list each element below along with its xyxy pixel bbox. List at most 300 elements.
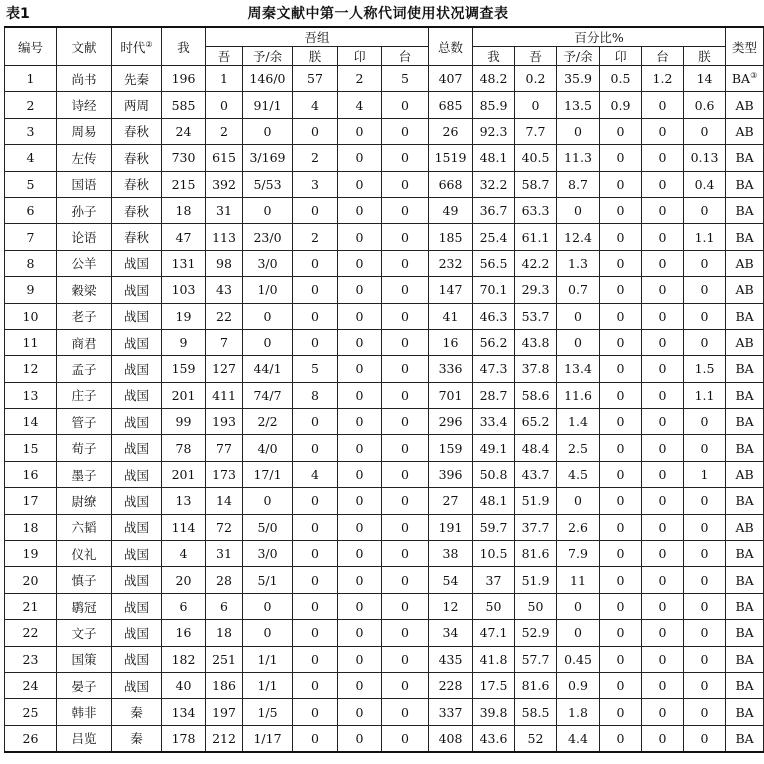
cell-pct-yi: 0 (642, 382, 684, 408)
cell-doc: 管子 (57, 409, 112, 435)
cell-num: 3 (5, 118, 57, 144)
cell-wu: 77 (206, 435, 243, 461)
cell-ang: 0 (338, 725, 382, 752)
cell-type-label: BA (735, 229, 754, 245)
cell-num: 22 (5, 620, 57, 646)
cell-pct-yu: 0 (557, 303, 600, 329)
cell-pct-yi: 1.2 (642, 66, 684, 92)
cell-zhen: 8 (293, 382, 338, 408)
table-row (5, 409, 764, 435)
cell-num: 14 (5, 409, 57, 435)
cell-num: 19 (5, 541, 57, 567)
table-row (5, 197, 764, 223)
cell-type-label: BA (735, 203, 754, 219)
cell-pct-ang: 0 (600, 488, 642, 514)
cell-era: 战国 (112, 567, 162, 593)
cell-wu: 173 (206, 461, 243, 487)
cell-era: 秦 (112, 699, 162, 725)
cell-type-label: AB (735, 255, 754, 271)
cell-wu: 113 (206, 224, 243, 250)
cell-zhen: 0 (293, 541, 338, 567)
cell-pct-yi: 0 (642, 620, 684, 646)
cell-ang: 0 (338, 699, 382, 725)
cell-yu: 0 (243, 620, 293, 646)
cell-num: 20 (5, 567, 57, 593)
cell-pct-wo: 48.1 (473, 145, 515, 171)
cell-ang: 0 (338, 197, 382, 223)
cell-pct-yi: 0 (642, 303, 684, 329)
table-row (5, 672, 764, 698)
cell-pct-yu: 13.5 (557, 92, 600, 118)
cell-pct-wo: 50 (473, 593, 515, 619)
cell-pct-zhen: 0 (684, 699, 726, 725)
cell-zhen: 0 (293, 593, 338, 619)
cell-type (726, 66, 764, 92)
cell-pct-zhen: 0 (684, 488, 726, 514)
cell-pct-ang: 0 (600, 409, 642, 435)
cell-wu: 6 (206, 593, 243, 619)
cell-pct-yi: 0 (642, 409, 684, 435)
cell-pct-zhen: 0 (684, 620, 726, 646)
cell-wo: 20 (162, 567, 206, 593)
cell-type-label: BA (735, 730, 754, 746)
cell-ang: 0 (338, 277, 382, 303)
cell-pct-zhen: 1.1 (684, 382, 726, 408)
header-era-note: ② (145, 39, 153, 49)
cell-pct-ang: 0 (600, 197, 642, 223)
cell-ang: 0 (338, 118, 382, 144)
cell-wu: 212 (206, 725, 243, 752)
cell-wo: 18 (162, 197, 206, 223)
cell-num: 13 (5, 382, 57, 408)
header-yu: 予/余 (243, 47, 293, 66)
cell-pct-wu: 81.6 (515, 672, 557, 698)
cell-pct-wu: 0.2 (515, 66, 557, 92)
cell-yi: 0 (382, 118, 429, 144)
cell-zhen: 0 (293, 567, 338, 593)
cell-pct-wu: 63.3 (515, 197, 557, 223)
cell-doc: 鹖冠 (57, 593, 112, 619)
cell-doc: 商君 (57, 329, 112, 355)
cell-wu: 2 (206, 118, 243, 144)
cell-pct-zhen: 0 (684, 409, 726, 435)
cell-type (726, 409, 764, 435)
table-row (5, 145, 764, 171)
cell-zhen: 2 (293, 224, 338, 250)
cell-doc: 论语 (57, 224, 112, 250)
cell-type (726, 567, 764, 593)
cell-pct-zhen: 0 (684, 329, 726, 355)
cell-yi: 0 (382, 620, 429, 646)
cell-doc: 孙子 (57, 197, 112, 223)
cell-type (726, 303, 764, 329)
cell-zhen: 0 (293, 699, 338, 725)
cell-pct-zhen: 0 (684, 435, 726, 461)
cell-wu: 98 (206, 250, 243, 276)
cell-doc: 吕览 (57, 725, 112, 752)
cell-pct-zhen: 14 (684, 66, 726, 92)
cell-yi: 5 (382, 66, 429, 92)
cell-pct-zhen: 0 (684, 541, 726, 567)
cell-wo: 4 (162, 541, 206, 567)
cell-yi: 0 (382, 329, 429, 355)
cell-pct-ang: 0 (600, 356, 642, 382)
cell-pct-wo: 25.4 (473, 224, 515, 250)
cell-ang: 0 (338, 620, 382, 646)
cell-wo: 16 (162, 620, 206, 646)
cell-pct-wo: 10.5 (473, 541, 515, 567)
cell-wu: 186 (206, 672, 243, 698)
cell-wo: 9 (162, 329, 206, 355)
cell-pct-wu: 52 (515, 725, 557, 752)
cell-type-label: BA (735, 414, 754, 430)
table-row (5, 224, 764, 250)
cell-pct-yu: 11.6 (557, 382, 600, 408)
cell-type-label: BA (731, 71, 751, 87)
cell-pct-ang: 0 (600, 461, 642, 487)
cell-pct-yu: 13.4 (557, 356, 600, 382)
table-row (5, 567, 764, 593)
cell-num: 18 (5, 514, 57, 540)
header-pct-wo: 我 (473, 47, 515, 66)
cell-doc: 韩非 (57, 699, 112, 725)
table-caption (6, 3, 750, 23)
cell-type-label: BA (735, 572, 754, 588)
cell-type (726, 541, 764, 567)
cell-yu: 0 (243, 329, 293, 355)
table-row (5, 593, 764, 619)
cell-type-label: BA (735, 678, 754, 694)
cell-wu: 28 (206, 567, 243, 593)
cell-pct-ang: 0 (600, 145, 642, 171)
cell-yu: 4/0 (243, 435, 293, 461)
cell-num: 11 (5, 329, 57, 355)
cell-yu: 0 (243, 118, 293, 144)
cell-ang: 0 (338, 250, 382, 276)
cell-era: 战国 (112, 620, 162, 646)
cell-era: 战国 (112, 303, 162, 329)
cell-type-label: BA (735, 387, 754, 403)
header-pct-yu: 予/余 (557, 47, 600, 66)
cell-pct-zhen: 0 (684, 725, 726, 752)
cell-type (726, 92, 764, 118)
cell-ang: 0 (338, 356, 382, 382)
cell-doc: 国语 (57, 171, 112, 197)
cell-type-label: BA (735, 440, 754, 456)
cell-num: 15 (5, 435, 57, 461)
cell-doc: 穀梁 (57, 277, 112, 303)
cell-wu: 43 (206, 277, 243, 303)
cell-pct-ang: 0 (600, 171, 642, 197)
cell-ang: 0 (338, 409, 382, 435)
header-total: 总数 (429, 27, 473, 66)
cell-yu: 5/1 (243, 567, 293, 593)
cell-pct-wu: 61.1 (515, 224, 557, 250)
cell-type (726, 620, 764, 646)
cell-total: 228 (429, 672, 473, 698)
cell-ang: 4 (338, 92, 382, 118)
cell-wu: 31 (206, 197, 243, 223)
cell-wu: 251 (206, 646, 243, 672)
cell-era: 战国 (112, 409, 162, 435)
cell-total: 41 (429, 303, 473, 329)
table-row (5, 435, 764, 461)
cell-pct-yi: 0 (642, 118, 684, 144)
cell-yi: 0 (382, 250, 429, 276)
cell-type (726, 593, 764, 619)
cell-type (726, 435, 764, 461)
cell-pct-wo: 46.3 (473, 303, 515, 329)
cell-pct-zhen: 0.6 (684, 92, 726, 118)
cell-yi: 0 (382, 567, 429, 593)
cell-total: 435 (429, 646, 473, 672)
cell-pct-ang: 0 (600, 725, 642, 752)
cell-type (726, 356, 764, 382)
cell-wu: 72 (206, 514, 243, 540)
cell-pct-zhen: 0 (684, 514, 726, 540)
cell-type-label: AB (735, 519, 754, 535)
cell-pct-zhen: 0 (684, 646, 726, 672)
cell-zhen: 0 (293, 118, 338, 144)
cell-yi: 0 (382, 514, 429, 540)
cell-yi: 0 (382, 488, 429, 514)
cell-pct-yu: 0.45 (557, 646, 600, 672)
cell-pct-yi: 0 (642, 646, 684, 672)
cell-total: 185 (429, 224, 473, 250)
cell-zhen: 0 (293, 277, 338, 303)
cell-type (726, 514, 764, 540)
cell-wo: 131 (162, 250, 206, 276)
cell-pct-wu: 81.6 (515, 541, 557, 567)
header-doc: 文献 (57, 27, 112, 66)
table-row (5, 514, 764, 540)
cell-pct-yu: 8.7 (557, 171, 600, 197)
cell-yu: 44/1 (243, 356, 293, 382)
cell-wu: 14 (206, 488, 243, 514)
pronoun-table (4, 26, 764, 753)
cell-type (726, 725, 764, 752)
cell-era: 两周 (112, 92, 162, 118)
cell-ang: 0 (338, 145, 382, 171)
cell-wu: 22 (206, 303, 243, 329)
cell-pct-zhen: 0.4 (684, 171, 726, 197)
cell-ang: 0 (338, 567, 382, 593)
cell-doc: 老子 (57, 303, 112, 329)
cell-pct-wu: 51.9 (515, 488, 557, 514)
cell-yu: 1/0 (243, 277, 293, 303)
table-row (5, 171, 764, 197)
cell-yu: 0 (243, 303, 293, 329)
cell-era: 春秋 (112, 197, 162, 223)
cell-pct-zhen: 0 (684, 118, 726, 144)
cell-era: 春秋 (112, 118, 162, 144)
cell-pct-wu: 37.8 (515, 356, 557, 382)
cell-yu: 17/1 (243, 461, 293, 487)
cell-wu: 127 (206, 356, 243, 382)
cell-type-label: BA (735, 546, 754, 562)
cell-yu: 146/0 (243, 66, 293, 92)
cell-pct-yu: 12.4 (557, 224, 600, 250)
cell-type (726, 118, 764, 144)
cell-num: 25 (5, 699, 57, 725)
cell-yi: 0 (382, 699, 429, 725)
cell-wo: 201 (162, 382, 206, 408)
cell-pct-wu: 7.7 (515, 118, 557, 144)
cell-num: 24 (5, 672, 57, 698)
table-row (5, 303, 764, 329)
cell-type (726, 145, 764, 171)
cell-yu: 1/17 (243, 725, 293, 752)
cell-pct-yi: 0 (642, 277, 684, 303)
cell-pct-zhen: 0 (684, 197, 726, 223)
cell-doc: 荀子 (57, 435, 112, 461)
cell-ang: 0 (338, 303, 382, 329)
cell-pct-wu: 43.8 (515, 329, 557, 355)
cell-doc: 周易 (57, 118, 112, 144)
cell-era: 战国 (112, 382, 162, 408)
cell-pct-yi: 0 (642, 356, 684, 382)
cell-type-label: BA (735, 361, 754, 377)
cell-pct-wu: 58.6 (515, 382, 557, 408)
cell-doc: 文子 (57, 620, 112, 646)
cell-pct-yu: 7.9 (557, 541, 600, 567)
cell-doc: 公羊 (57, 250, 112, 276)
cell-ang: 0 (338, 541, 382, 567)
table-row (5, 118, 764, 144)
cell-pct-ang: 0 (600, 277, 642, 303)
cell-era: 春秋 (112, 145, 162, 171)
cell-pct-yu: 11.3 (557, 145, 600, 171)
cell-pct-wo: 32.2 (473, 171, 515, 197)
cell-doc: 墨子 (57, 461, 112, 487)
cell-pct-wo: 49.1 (473, 435, 515, 461)
cell-type (726, 488, 764, 514)
cell-total: 1519 (429, 145, 473, 171)
cell-era: 战国 (112, 646, 162, 672)
header-wu-group: 吾组 (206, 27, 429, 47)
cell-type (726, 171, 764, 197)
cell-pct-yu: 0 (557, 329, 600, 355)
cell-total: 396 (429, 461, 473, 487)
cell-yu: 3/0 (243, 250, 293, 276)
cell-pct-wu: 50 (515, 593, 557, 619)
cell-doc: 尉缭 (57, 488, 112, 514)
cell-type (726, 699, 764, 725)
cell-yi: 0 (382, 197, 429, 223)
cell-ang: 2 (338, 66, 382, 92)
cell-pct-wo: 70.1 (473, 277, 515, 303)
cell-zhen: 0 (293, 250, 338, 276)
cell-wu: 411 (206, 382, 243, 408)
cell-zhen: 3 (293, 171, 338, 197)
header-pct-wu: 吾 (515, 47, 557, 66)
cell-pct-wu: 65.2 (515, 409, 557, 435)
cell-total: 408 (429, 725, 473, 752)
cell-ang: 0 (338, 224, 382, 250)
cell-zhen: 0 (293, 197, 338, 223)
cell-num: 10 (5, 303, 57, 329)
cell-ang: 0 (338, 646, 382, 672)
cell-wu: 7 (206, 329, 243, 355)
cell-pct-wo: 59.7 (473, 514, 515, 540)
cell-pct-wo: 56.5 (473, 250, 515, 276)
cell-total: 232 (429, 250, 473, 276)
cell-yu: 0 (243, 593, 293, 619)
cell-pct-ang: 0 (600, 593, 642, 619)
cell-era: 战国 (112, 514, 162, 540)
cell-wu: 18 (206, 620, 243, 646)
cell-doc: 诗经 (57, 92, 112, 118)
cell-pct-wo: 48.2 (473, 66, 515, 92)
cell-wo: 215 (162, 171, 206, 197)
cell-pct-yi: 0 (642, 171, 684, 197)
cell-pct-yu: 0 (557, 118, 600, 144)
cell-pct-ang: 0 (600, 303, 642, 329)
cell-type (726, 197, 764, 223)
table-row (5, 488, 764, 514)
cell-wo: 201 (162, 461, 206, 487)
cell-yu: 2/2 (243, 409, 293, 435)
cell-total: 191 (429, 514, 473, 540)
cell-type-label: AB (735, 123, 754, 139)
cell-wo: 19 (162, 303, 206, 329)
cell-pct-yu: 0.7 (557, 277, 600, 303)
cell-ang: 0 (338, 488, 382, 514)
cell-type-label: BA (735, 625, 754, 641)
cell-pct-wu: 29.3 (515, 277, 557, 303)
cell-wu: 193 (206, 409, 243, 435)
cell-total: 337 (429, 699, 473, 725)
cell-yu: 1/1 (243, 646, 293, 672)
cell-zhen: 5 (293, 356, 338, 382)
cell-pct-wo: 48.1 (473, 488, 515, 514)
cell-type-label: BA (735, 150, 754, 166)
cell-type-label: BA (735, 704, 754, 720)
cell-yi: 0 (382, 171, 429, 197)
cell-pct-yi: 0 (642, 461, 684, 487)
header-wo: 我 (162, 27, 206, 66)
header-num: 编号 (5, 27, 57, 66)
table-title: 周秦文献中第一人称代词使用状况调查表 (247, 6, 509, 22)
cell-pct-wu: 58.5 (515, 699, 557, 725)
cell-pct-yu: 4.4 (557, 725, 600, 752)
cell-type (726, 224, 764, 250)
cell-pct-ang: 0 (600, 118, 642, 144)
table-row (5, 541, 764, 567)
cell-doc: 仪礼 (57, 541, 112, 567)
cell-wo: 40 (162, 672, 206, 698)
cell-pct-yi: 0 (642, 435, 684, 461)
header-yi: 台 (382, 47, 429, 66)
table-row (5, 646, 764, 672)
cell-pct-zhen: 0 (684, 250, 726, 276)
cell-type-label: BA (735, 493, 754, 509)
cell-pct-wo: 37 (473, 567, 515, 593)
cell-yu: 1/5 (243, 699, 293, 725)
cell-wu: 392 (206, 171, 243, 197)
cell-pct-wo: 43.6 (473, 725, 515, 752)
cell-wu: 197 (206, 699, 243, 725)
cell-pct-wu: 37.7 (515, 514, 557, 540)
cell-pct-wo: 28.7 (473, 382, 515, 408)
cell-pct-yu: 0 (557, 488, 600, 514)
cell-num: 26 (5, 725, 57, 752)
cell-type-label: AB (735, 282, 754, 298)
cell-era: 战国 (112, 541, 162, 567)
cell-doc: 国策 (57, 646, 112, 672)
cell-pct-yi: 0 (642, 250, 684, 276)
cell-yi: 0 (382, 593, 429, 619)
